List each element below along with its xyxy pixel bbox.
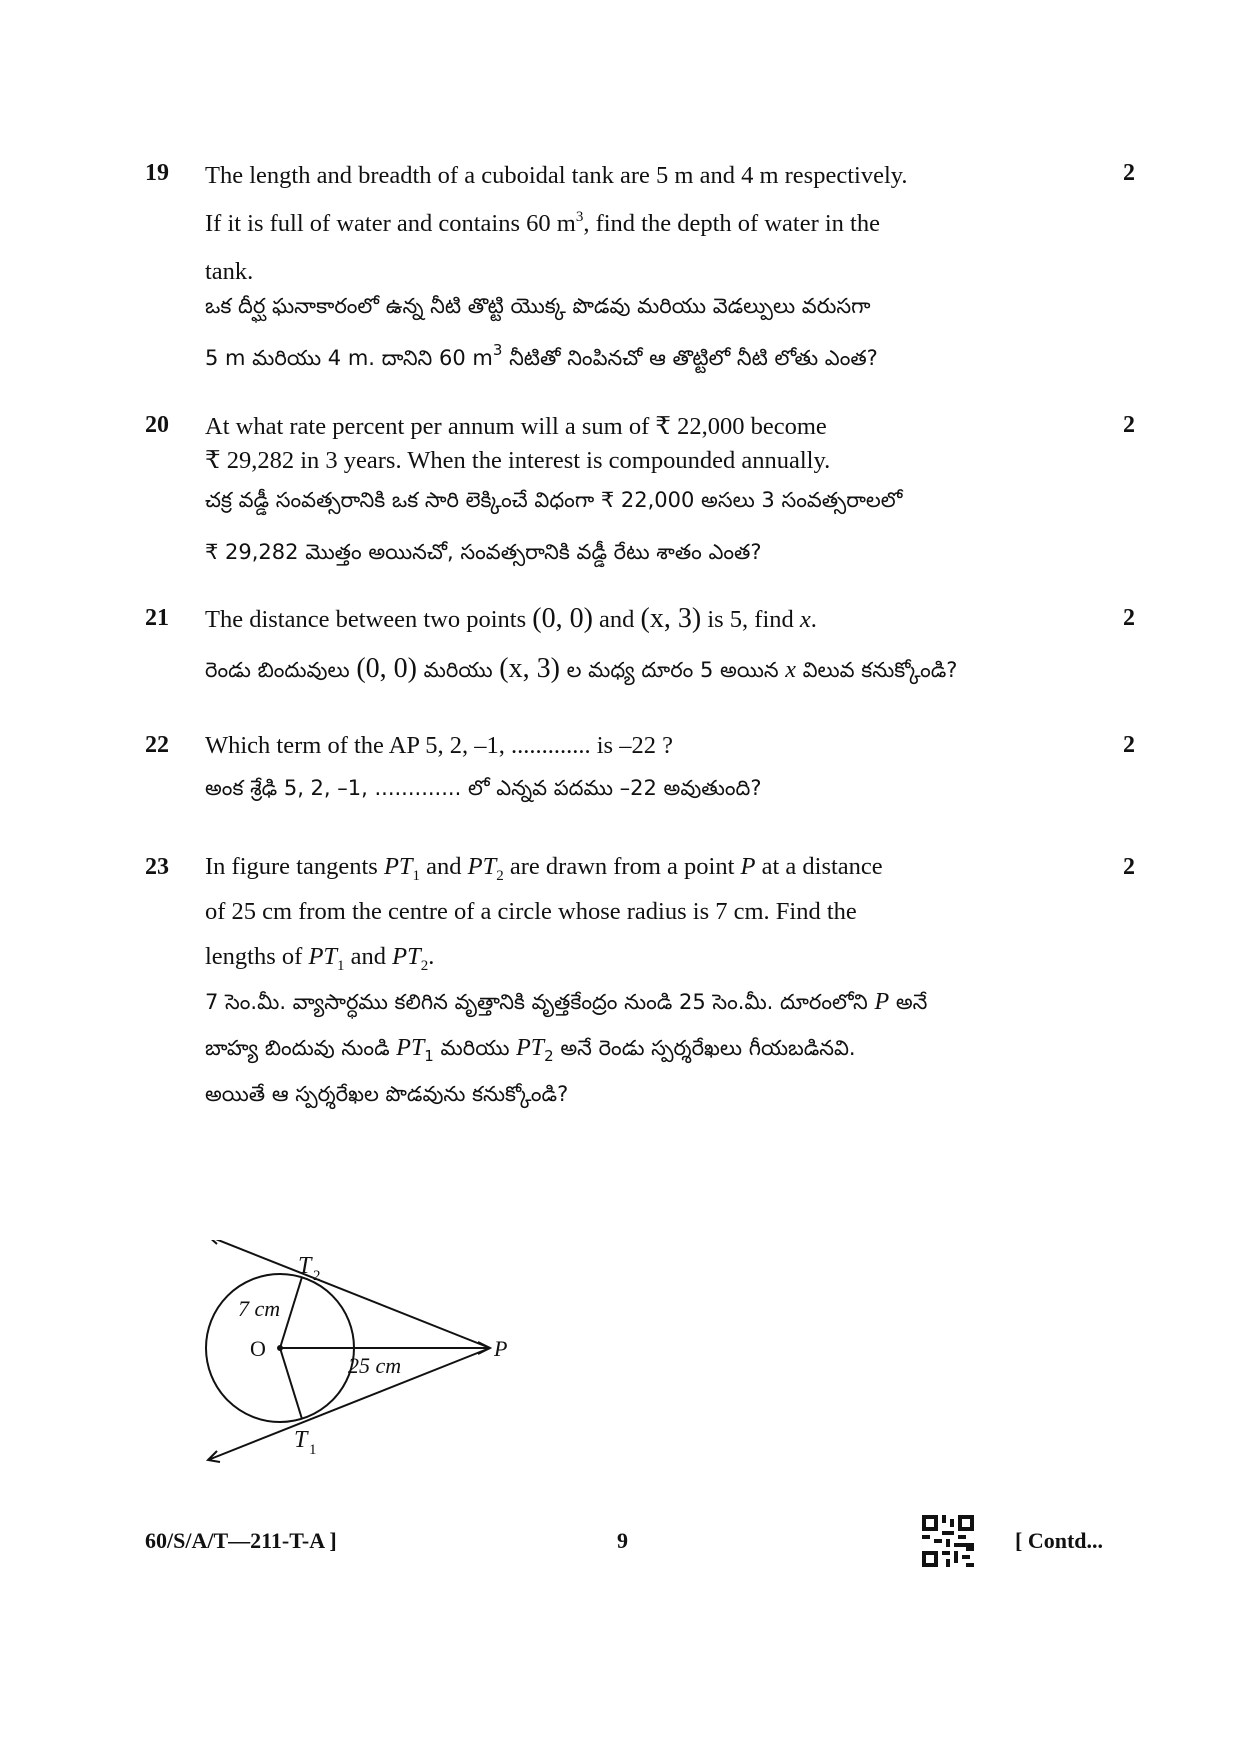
text-span: The distance between two points <box>205 606 533 633</box>
text-line <box>205 1025 1065 1071</box>
question-marks: 2 <box>1123 412 1135 438</box>
label-T1-sub: 1 <box>309 1442 317 1458</box>
question-23 <box>145 854 1135 1234</box>
variable: x <box>799 606 811 633</box>
question-text-telugu <box>205 979 1065 1117</box>
text-span: and <box>344 943 393 970</box>
question-text-english <box>205 410 1065 478</box>
tangent-label: PT <box>396 1035 425 1061</box>
question-marks: 2 <box>1123 854 1135 880</box>
question-19 <box>145 160 1135 380</box>
question-marks: 2 <box>1123 732 1135 758</box>
tangent-label: PT <box>467 853 497 880</box>
paper-code: 60/S/A/T—211-T-A ] <box>145 1528 337 1553</box>
text-span: are drawn from a point <box>503 853 741 880</box>
point-origin: (0, 0) <box>356 653 417 684</box>
label-distance: 25 cm <box>348 1353 402 1378</box>
text-line <box>205 979 1065 1025</box>
text-line: At what rate percent per annum will a sum of ₹ 22,000 become <box>205 413 827 440</box>
subscript: 1 <box>412 868 421 884</box>
text-span: బాహ్య బిందువు నుండి <box>205 1036 397 1060</box>
label-radius: 7 cm <box>238 1296 281 1321</box>
label-T2-sub: 2 <box>313 1268 321 1284</box>
point-x3: (x, 3) <box>640 603 702 634</box>
text-line: ఒక దీర్ఘ ఘనాకారంలో ఉన్న నీటి తొట్టి యొక్క పొడవు మరియు వెడల్పులు వరుసగా <box>205 294 871 318</box>
text-line <box>205 595 1065 644</box>
tangent-label: PT <box>392 943 421 970</box>
text-span: రెండు బిందువులు <box>205 658 357 682</box>
superscript: 3 <box>575 209 584 225</box>
question-text-english <box>205 595 1065 644</box>
text-span: and <box>592 606 641 633</box>
question-number: 23 <box>145 854 169 880</box>
subscript: 2 <box>496 868 504 884</box>
text-span: ల మధ్య దూరం 5 అయిన <box>559 658 786 682</box>
variable: x <box>785 657 796 683</box>
qr-code-icon <box>922 1515 974 1567</box>
subscript: 2 <box>420 958 429 974</box>
text-span: అనే రెండు స్పర్శరేఖలు గీయబడినవి. <box>553 1036 856 1060</box>
point-label: P <box>740 853 756 880</box>
text-span: మరియు <box>416 658 500 682</box>
text-line: అంక శ్రేఢి 5, 2, –1, ............. లో ఎన్నవ పదము –22 అవుతుంది? <box>205 776 762 800</box>
label-T2: T <box>298 1253 312 1279</box>
continued-label: [ Contd... <box>1015 1528 1104 1553</box>
question-number: 20 <box>145 412 169 438</box>
text-span: అనే <box>889 990 928 1014</box>
point-label: P <box>874 989 890 1015</box>
text-span: lengths of <box>205 943 309 970</box>
text-line: ₹ 29,282 మొత్తం అయినచో, సంవత్సరానికి వడ్డీ రేటు శాతం ఎంత? <box>205 540 762 564</box>
question-text-telugu <box>205 762 1065 814</box>
subscript: 2 <box>544 1047 554 1065</box>
question-marks: 2 <box>1123 605 1135 631</box>
point-x3: (x, 3) <box>499 653 560 684</box>
text-line: of 25 cm from the centre of a circle whose radius is 7 cm. Find the <box>205 898 857 925</box>
text-line: tank. <box>205 258 254 285</box>
text-line: అయితే ఆ స్పర్శరేఖల పొడవును కనుక్కోండి? <box>205 1082 569 1106</box>
text-span: 5 m మరియు 4 m. దానిని 60 m <box>205 346 493 370</box>
text-span: In figure tangents <box>205 853 384 880</box>
question-text-english <box>205 152 1065 296</box>
text-span: మరియు <box>433 1036 517 1060</box>
text-line <box>205 934 1065 979</box>
subscript: 1 <box>424 1047 434 1065</box>
question-text-telugu <box>205 280 1065 384</box>
figure-svg <box>200 1240 520 1470</box>
question-21 <box>145 605 1135 715</box>
tangent-line-PT2 <box>208 1240 490 1348</box>
text-line: The length and breadth of a cuboidal tank are 5 m and 4 m respectively. <box>205 162 908 189</box>
question-text-english <box>205 844 1065 979</box>
radius-OT2 <box>280 1277 302 1348</box>
point-origin: (0, 0) <box>532 603 593 634</box>
text-span: , find the depth of water in the <box>583 210 880 237</box>
text-span: నీటితో నింపినచో ఆ తొట్టిలో నీటి లోతు ఎంత? <box>502 346 878 370</box>
question-number: 21 <box>145 605 169 631</box>
tangent-label: PT <box>308 943 338 970</box>
text-line: ₹ 29,282 in 3 years. When the interest is compounded annually. <box>205 447 831 474</box>
text-line: చక్ర వడ్డీ సంవత్సరానికి ఒక సారి లెక్కించే విధంగా ₹ 22,000 అసలు 3 సంవత్సరాలలో <box>205 488 903 512</box>
question-text-telugu <box>205 643 1065 696</box>
tangent-label: PT <box>516 1035 545 1061</box>
subscript: 1 <box>337 958 345 974</box>
question-text-telugu <box>205 474 1065 578</box>
question-22 <box>145 732 1135 832</box>
page-number: 9 <box>617 1528 628 1553</box>
center-dot <box>277 1345 283 1351</box>
text-span: at a distance <box>755 853 883 880</box>
text-line <box>205 643 1065 696</box>
radius-OT1 <box>280 1348 302 1419</box>
label-center: O <box>250 1336 266 1361</box>
tangent-figure <box>200 1240 520 1475</box>
question-number: 22 <box>145 732 169 758</box>
question-number: 19 <box>145 160 169 186</box>
superscript: 3 <box>492 341 503 359</box>
text-span: is 5, find <box>701 606 800 633</box>
text-line <box>205 332 1065 384</box>
question-marks: 2 <box>1123 160 1135 186</box>
text-line: Which term of the AP 5, 2, –1, ............. is –22 ? <box>205 732 673 759</box>
text-span: If it is full of water and contains 60 m <box>205 210 576 237</box>
text-span: విలువ కనుక్కోండి? <box>795 658 958 682</box>
text-span: 7 సెం.మీ. వ్యాసార్ధము కలిగిన వృత్తానికి వృత్తకేంద్రం నుండి 25 సెం.మీ. దూరంలోని <box>205 990 875 1014</box>
label-point: P <box>494 1336 508 1361</box>
question-20 <box>145 412 1135 572</box>
label-T1: T <box>294 1427 308 1453</box>
text-line <box>205 844 1065 889</box>
text-span: . <box>428 943 435 970</box>
text-span: . <box>810 606 817 633</box>
text-span: and <box>420 853 468 880</box>
text-line <box>205 200 1065 248</box>
tangent-label: PT <box>383 853 413 880</box>
